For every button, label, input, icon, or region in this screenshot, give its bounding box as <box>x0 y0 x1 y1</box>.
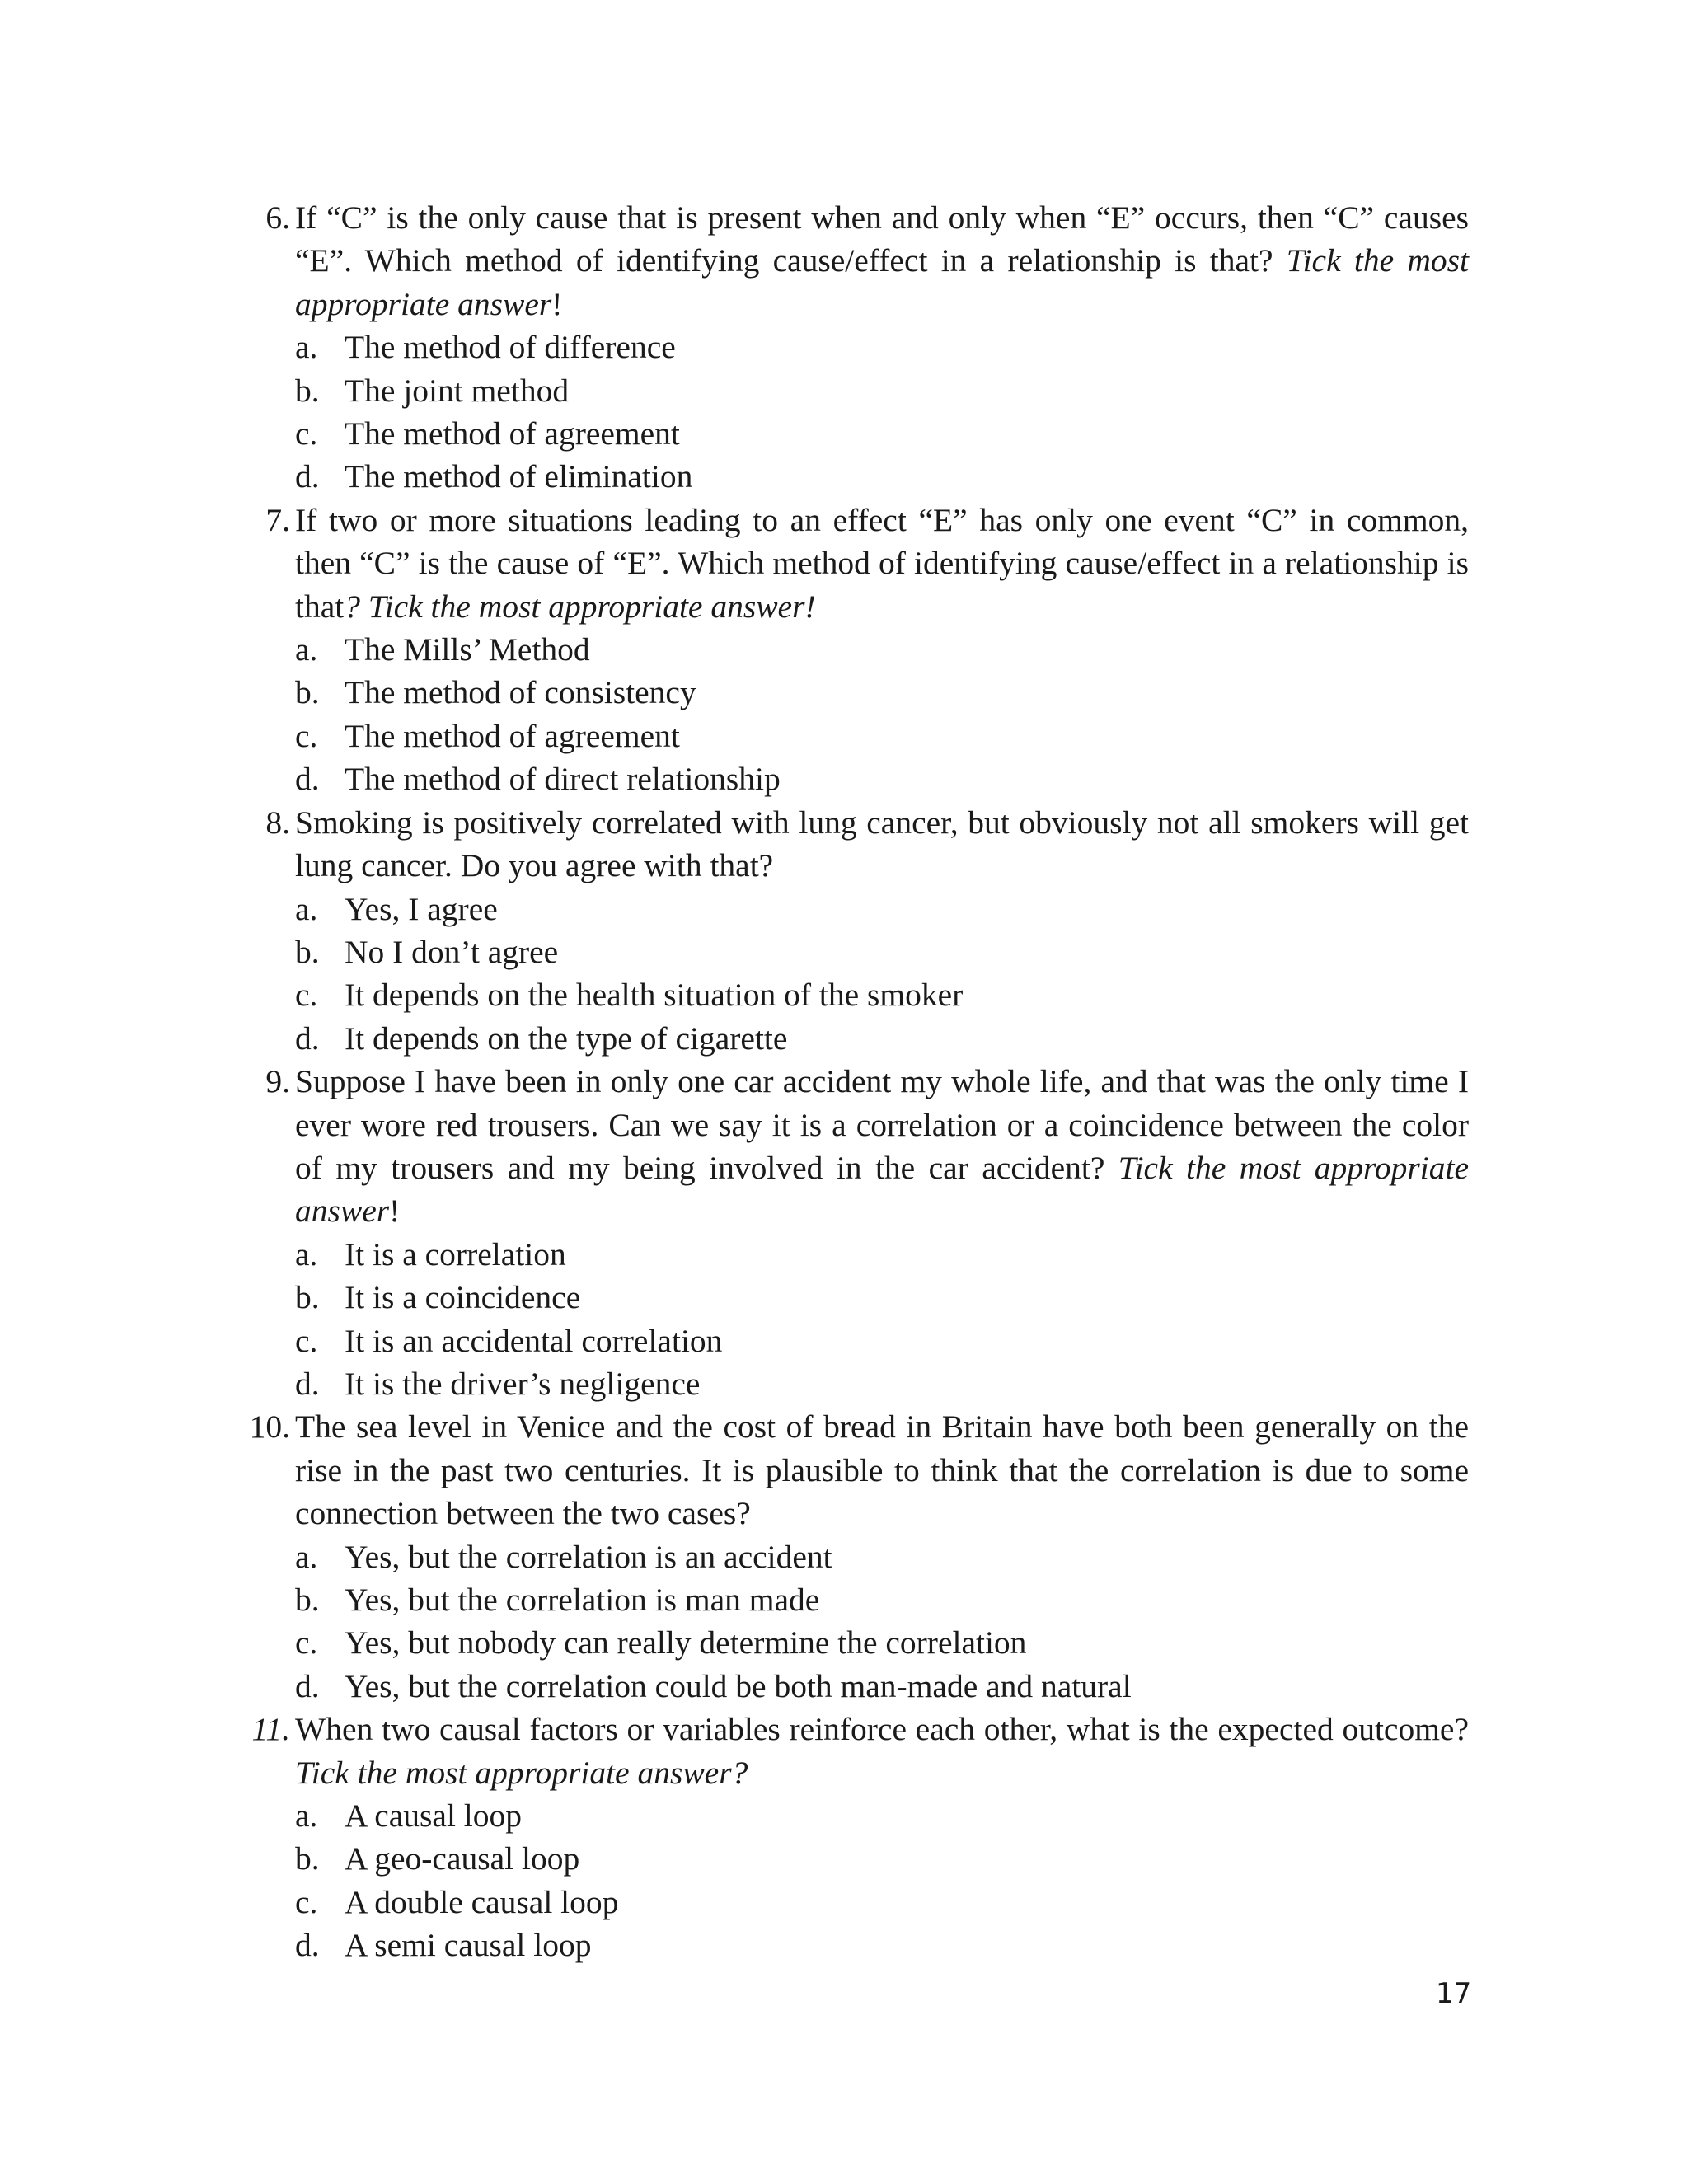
question-10 <box>239 1405 1469 1708</box>
option-letter: d. <box>295 458 320 495</box>
option-text: A causal loop <box>345 1797 523 1835</box>
option-list <box>295 326 1469 499</box>
option-text: Yes, but the correlation could be both man-made and natural <box>345 1667 1132 1704</box>
question-6 <box>239 196 1469 499</box>
question-8 <box>239 801 1469 1060</box>
option-letter: d. <box>295 1365 320 1402</box>
option-b[interactable] <box>295 1578 1469 1621</box>
question-11 <box>239 1708 1469 1966</box>
option-text: It is an accidental correlation <box>345 1322 723 1359</box>
option-letter: c. <box>295 1322 318 1359</box>
option-letter: d. <box>295 1927 320 1964</box>
page-number: 17 <box>1436 1977 1472 2010</box>
option-text: The method of agreement <box>345 415 680 452</box>
option-text: The method of direct relationship <box>345 761 781 798</box>
option-letter: b. <box>295 674 320 711</box>
question-9 <box>239 1060 1469 1405</box>
option-letter: b. <box>295 933 320 970</box>
option-letter: c. <box>295 977 318 1014</box>
option-letter: d. <box>295 1019 320 1057</box>
option-text: It is a coincidence <box>345 1279 581 1316</box>
question-number: 8. <box>265 804 290 841</box>
option-text: The method of difference <box>345 329 676 366</box>
option-text: The method of consistency <box>345 674 696 711</box>
option-a[interactable] <box>295 888 1469 930</box>
option-a[interactable] <box>295 628 1469 671</box>
option-letter: a. <box>295 1538 318 1575</box>
option-text: Yes, I agree <box>345 890 498 927</box>
question-number: 7. <box>265 501 290 538</box>
question-7 <box>239 499 1469 801</box>
option-a[interactable] <box>295 326 1469 368</box>
option-b[interactable] <box>295 930 1469 973</box>
option-c[interactable] <box>295 1319 1469 1362</box>
option-letter: a. <box>295 631 318 668</box>
option-a[interactable] <box>295 1535 1469 1578</box>
question-number: 10. <box>249 1408 290 1446</box>
question-text: Suppose I have been in only one car accident my whole life, and that was the only time I ever wore red trousers. Can we say it is a correlation or a coincidence between the color of my trousers and my being involved in the car accident? Tick the most appropriate answer! <box>295 1063 1469 1230</box>
instruction-text: Tick the most appropriate answer <box>295 242 1469 322</box>
option-c[interactable] <box>295 1881 1469 1924</box>
option-text: It is the driver’s negligence <box>345 1365 701 1402</box>
option-letter: a. <box>295 1797 318 1835</box>
option-d[interactable] <box>295 455 1469 498</box>
question-number: 9. <box>265 1063 290 1100</box>
option-text: A geo-causal loop <box>345 1840 580 1877</box>
question-text: When two causal factors or variables reinforce each other, what is the expected outcome? Tick the most appropriate answer? <box>295 1711 1469 1791</box>
option-text: The joint method <box>345 372 570 409</box>
option-text: A semi causal loop <box>345 1927 592 1964</box>
option-letter: b. <box>295 1279 320 1316</box>
option-letter: c. <box>295 717 318 754</box>
option-letter: b. <box>295 1840 320 1877</box>
option-d[interactable] <box>295 757 1469 800</box>
option-letter: c. <box>295 1883 318 1920</box>
option-a[interactable] <box>295 1233 1469 1276</box>
option-letter: b. <box>295 372 320 409</box>
option-text: Yes, but nobody can really determine the correlation <box>345 1624 1027 1661</box>
option-b[interactable] <box>295 1837 1469 1880</box>
option-a[interactable] <box>295 1794 1469 1837</box>
question-text: If two or more situations leading to an effect “E” has only one event “C” in common, then “C” is the cause of “E”. Which method of identifying cause/effect in a relationship is that? Tick the most appropriate answer! <box>295 501 1469 625</box>
option-text: Yes, but the correlation is an accident <box>345 1538 832 1575</box>
option-letter: a. <box>295 1235 318 1272</box>
option-c[interactable] <box>295 715 1469 757</box>
question-text: The sea level in Venice and the cost of bread in Britain have both been generally on the rise in the past two centuries. It is plausible to think that the correlation is due to some connection between the two cases? <box>295 1408 1469 1532</box>
instruction-text: Tick the most appropriate answer? <box>295 1754 748 1791</box>
option-list <box>295 1535 1469 1708</box>
question-text: Smoking is positively correlated with lung cancer, but obviously not all smokers will get lung cancer. Do you agree with that? <box>295 804 1469 884</box>
option-text: The method of agreement <box>345 717 680 754</box>
option-text: It depends on the health situation of the smoker <box>345 977 964 1014</box>
option-letter: c. <box>295 415 318 452</box>
question-list <box>239 196 1469 1967</box>
option-letter: c. <box>295 1624 318 1661</box>
option-text: A double causal loop <box>345 1883 619 1920</box>
option-text: It is a correlation <box>345 1235 566 1272</box>
option-letter: b. <box>295 1582 320 1618</box>
instruction-text: ? Tick the most appropriate answer! <box>344 588 816 625</box>
question-number: 11. <box>251 1711 290 1748</box>
option-letter: a. <box>295 329 318 366</box>
question-number: 6. <box>265 199 290 236</box>
option-letter: a. <box>295 890 318 927</box>
option-list <box>295 628 1469 801</box>
option-text: The Mills’ Method <box>345 631 590 668</box>
option-d[interactable] <box>295 1362 1469 1405</box>
option-text: The method of elimination <box>345 458 693 495</box>
option-d[interactable] <box>295 1017 1469 1060</box>
option-letter: d. <box>295 761 320 798</box>
option-c[interactable] <box>295 412 1469 455</box>
option-c[interactable] <box>295 1621 1469 1664</box>
option-list <box>295 1794 1469 1967</box>
option-text: No I don’t agree <box>345 933 559 970</box>
option-text: It depends on the type of cigarette <box>345 1019 788 1057</box>
option-d[interactable] <box>295 1924 1469 1966</box>
option-list <box>295 888 1469 1061</box>
option-d[interactable] <box>295 1665 1469 1708</box>
instruction-text: Tick the most appropriate answer <box>295 1149 1469 1230</box>
option-letter: d. <box>295 1667 320 1704</box>
option-b[interactable] <box>295 369 1469 412</box>
option-text: Yes, but the correlation is man made <box>345 1582 820 1618</box>
option-b[interactable] <box>295 1276 1469 1319</box>
option-c[interactable] <box>295 973 1469 1016</box>
option-b[interactable] <box>295 671 1469 714</box>
question-text: If “C” is the only cause that is present when and only when “E” occurs, then “C” causes “E”. Which method of identifying cause/effect in a relationship is that? Tick the most appropriate answer! <box>295 199 1469 322</box>
option-list <box>295 1233 1469 1406</box>
